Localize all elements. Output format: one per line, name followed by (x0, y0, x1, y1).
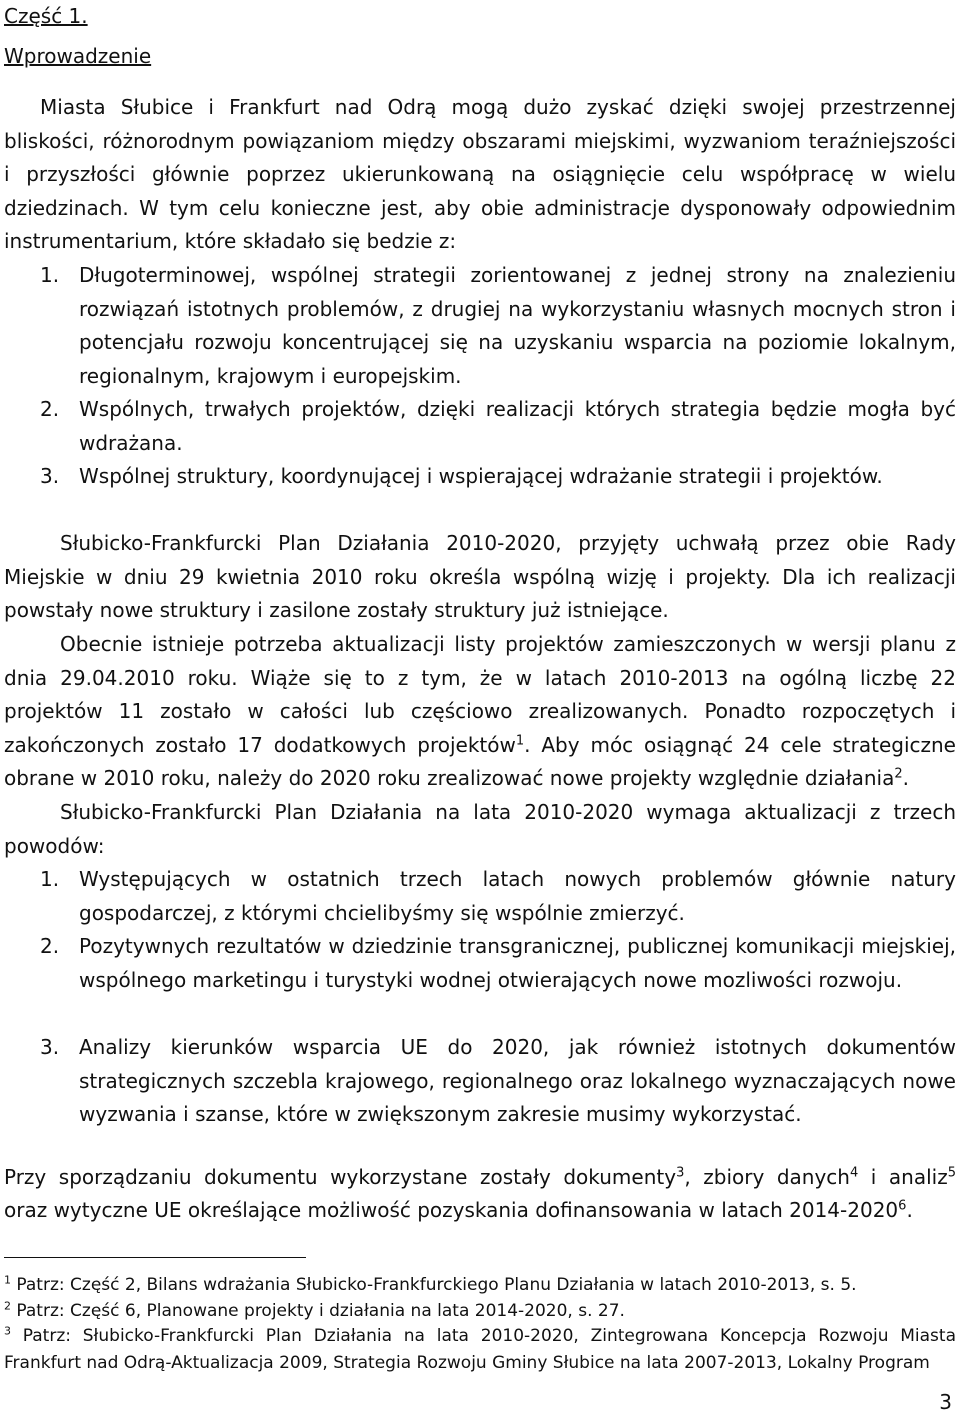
sources-text-c: i analiz (858, 1165, 948, 1189)
page-number: 3 (939, 1390, 952, 1414)
intro-paragraph: Miasta Słubice i Frankfurt nad Odrą mogą dużo zyskać dzięki swojej przestrzennej bliskości, różnorodnym powiązaniom między obszarami miejskimi, wyzwaniom teraźniejszości i przyszłości głównie poprzez ukierunkowaną na osiągnięcie celu współpracę w wielu dziedzinach. W tym celu konieczne jest, aby obie administracje dysponowały odpowiednim instrumentarium, które składało się bedzie z: (4, 95, 956, 254)
section-title: Wprowadzenie (4, 44, 152, 68)
list-item-number: 2. (40, 934, 60, 958)
reasons-paragraph: Słubicko-Frankfurcki Plan Działania na lata 2010-2020 wymaga aktualizacji z trzech powodów: (4, 800, 956, 858)
sources-text-d: oraz wytyczne UE określające możliwość pozyskania dofinansowania w latach 2014-2020 (4, 1198, 899, 1222)
list-item-text: Wspólnej struktury, koordynującej i wspierającej wdrażanie strategii i projektów. (79, 464, 883, 488)
footnote-number: 3 (4, 1324, 11, 1338)
list-item-number: 3. (40, 464, 60, 488)
list-item-number: 1. (40, 867, 60, 891)
footnote-text: Patrz: Część 2, Bilans wdrażania Słubicko-Frankfurckiego Planu Działania w latach 2010-2013, s. 5. (16, 1275, 857, 1295)
footnote-number: 1 (4, 1273, 11, 1287)
footnote-text: Patrz: Słubicko-Frankfurcki Plan Działania na lata 2010-2020, Zintegrowana Koncepcja Rozwoju Miasta Frankfurt nad Odrą-Aktualizacja 2009, Strategia Rozwoju Gminy Słubice na lata 2007-2013, Lokalny Program (4, 1326, 956, 1373)
list-item (4, 393, 956, 460)
sources-line-1 (4, 1161, 956, 1195)
footnote-ref: 4 (849, 1165, 859, 1181)
update-paragraph (4, 628, 956, 796)
sources-text-a: Przy sporządzaniu dokumentu wykorzystane zostały dokumenty (4, 1165, 677, 1189)
update-text-a: Obecnie istnieje potrzeba aktualizacji listy projektów zamieszczonych w wersji planu z dnia 29.04.2010 roku. Wiąże się to z tym, że w latach 2010-2013 na ogólną liczbę 22 projektów 11 zostało w całości lub częściowo zrealizowanych. Ponadto rozpoczętych i zakończonych zostało 17 dodatkowych projektów (4, 632, 956, 757)
footnote-ref: 6 (898, 1198, 907, 1214)
footnote-number: 2 (4, 1299, 11, 1313)
list-item-text: Analizy kierunków wsparcia UE do 2020, jak również istotnych dokumentów strategicznych szczebla krajowego, regionalnego oraz lokalnego wyznaczających nowe wyzwania i szanse, które w zwiększonym zakresie musimy wykorzystać. (79, 1035, 956, 1127)
list-item-text: Długoterminowej, wspólnej strategii zorientowanej z jednej strony na znalezieniu rozwiązań istotnych problemów, z drugiej na wykorzystaniu własnych mocnych stron i potencjału rozwoju koncentrującej się na uzyskaniu wsparcia na poziomie lokalnym, regionalnym, krajowym i europejskim. (79, 263, 956, 388)
sources-text-e: . (906, 1198, 913, 1222)
update-text-c: . (902, 766, 910, 791)
plan-paragraph: Słubicko-Frankfurcki Plan Działania 2010-2020, przyjęty uchwałą przez obie Rady Miejskie w dniu 29 kwietnia 2010 roku określa wspólną wizję i projekty. Dla ich realizacji powstały nowe struktury i zasilone zostały struktury już istniejące. (4, 531, 956, 623)
list-item-number: 2. (40, 397, 60, 421)
list-item (4, 863, 956, 930)
footnote-ref: 1 (515, 733, 525, 749)
footnote-ref: 5 (947, 1165, 956, 1181)
footnote-ref: 2 (894, 766, 903, 782)
list-item-text: Występujących w ostatnich trzech latach nowych problemów głównie natury gospodarczej, z którymi chcielibyśmy się wspólnie zmierzyć. (79, 867, 956, 925)
footnote-ref: 3 (676, 1165, 685, 1181)
list-item-number: 3. (40, 1035, 60, 1059)
list-item-number: 1. (40, 263, 60, 287)
footnote (4, 1272, 956, 1299)
part-label: Część 1. (4, 4, 88, 28)
footnote-text: Patrz: Część 6, Planowane projekty i działania na lata 2014-2020, s. 27. (16, 1301, 625, 1321)
footnote (4, 1323, 956, 1377)
list-item (4, 930, 956, 997)
list-item (4, 1031, 956, 1132)
footnote (4, 1298, 956, 1325)
update-text-b: . Aby móc osiągnąć 24 cele strategiczne obrane w 2010 roku, należy do 2020 roku zrealizować nowe projekty względnie działania (4, 732, 956, 791)
sources-text-b: , zbiory danych (684, 1165, 850, 1189)
list-item (4, 259, 956, 393)
list-item-text: Wspólnych, trwałych projektów, dzięki realizacji których strategia będzie mogła być wdrażana. (79, 397, 956, 455)
list-item (4, 460, 956, 494)
footnote-separator (4, 1257, 306, 1258)
sources-line-2 (4, 1194, 956, 1228)
list-item-text: Pozytywnych rezultatów w dziedzinie transgranicznej, publicznej komunikacji miejskiej, wspólnego marketingu i turystyki wodnej otwierających nowe mozliwości rozwoju. (79, 934, 956, 992)
